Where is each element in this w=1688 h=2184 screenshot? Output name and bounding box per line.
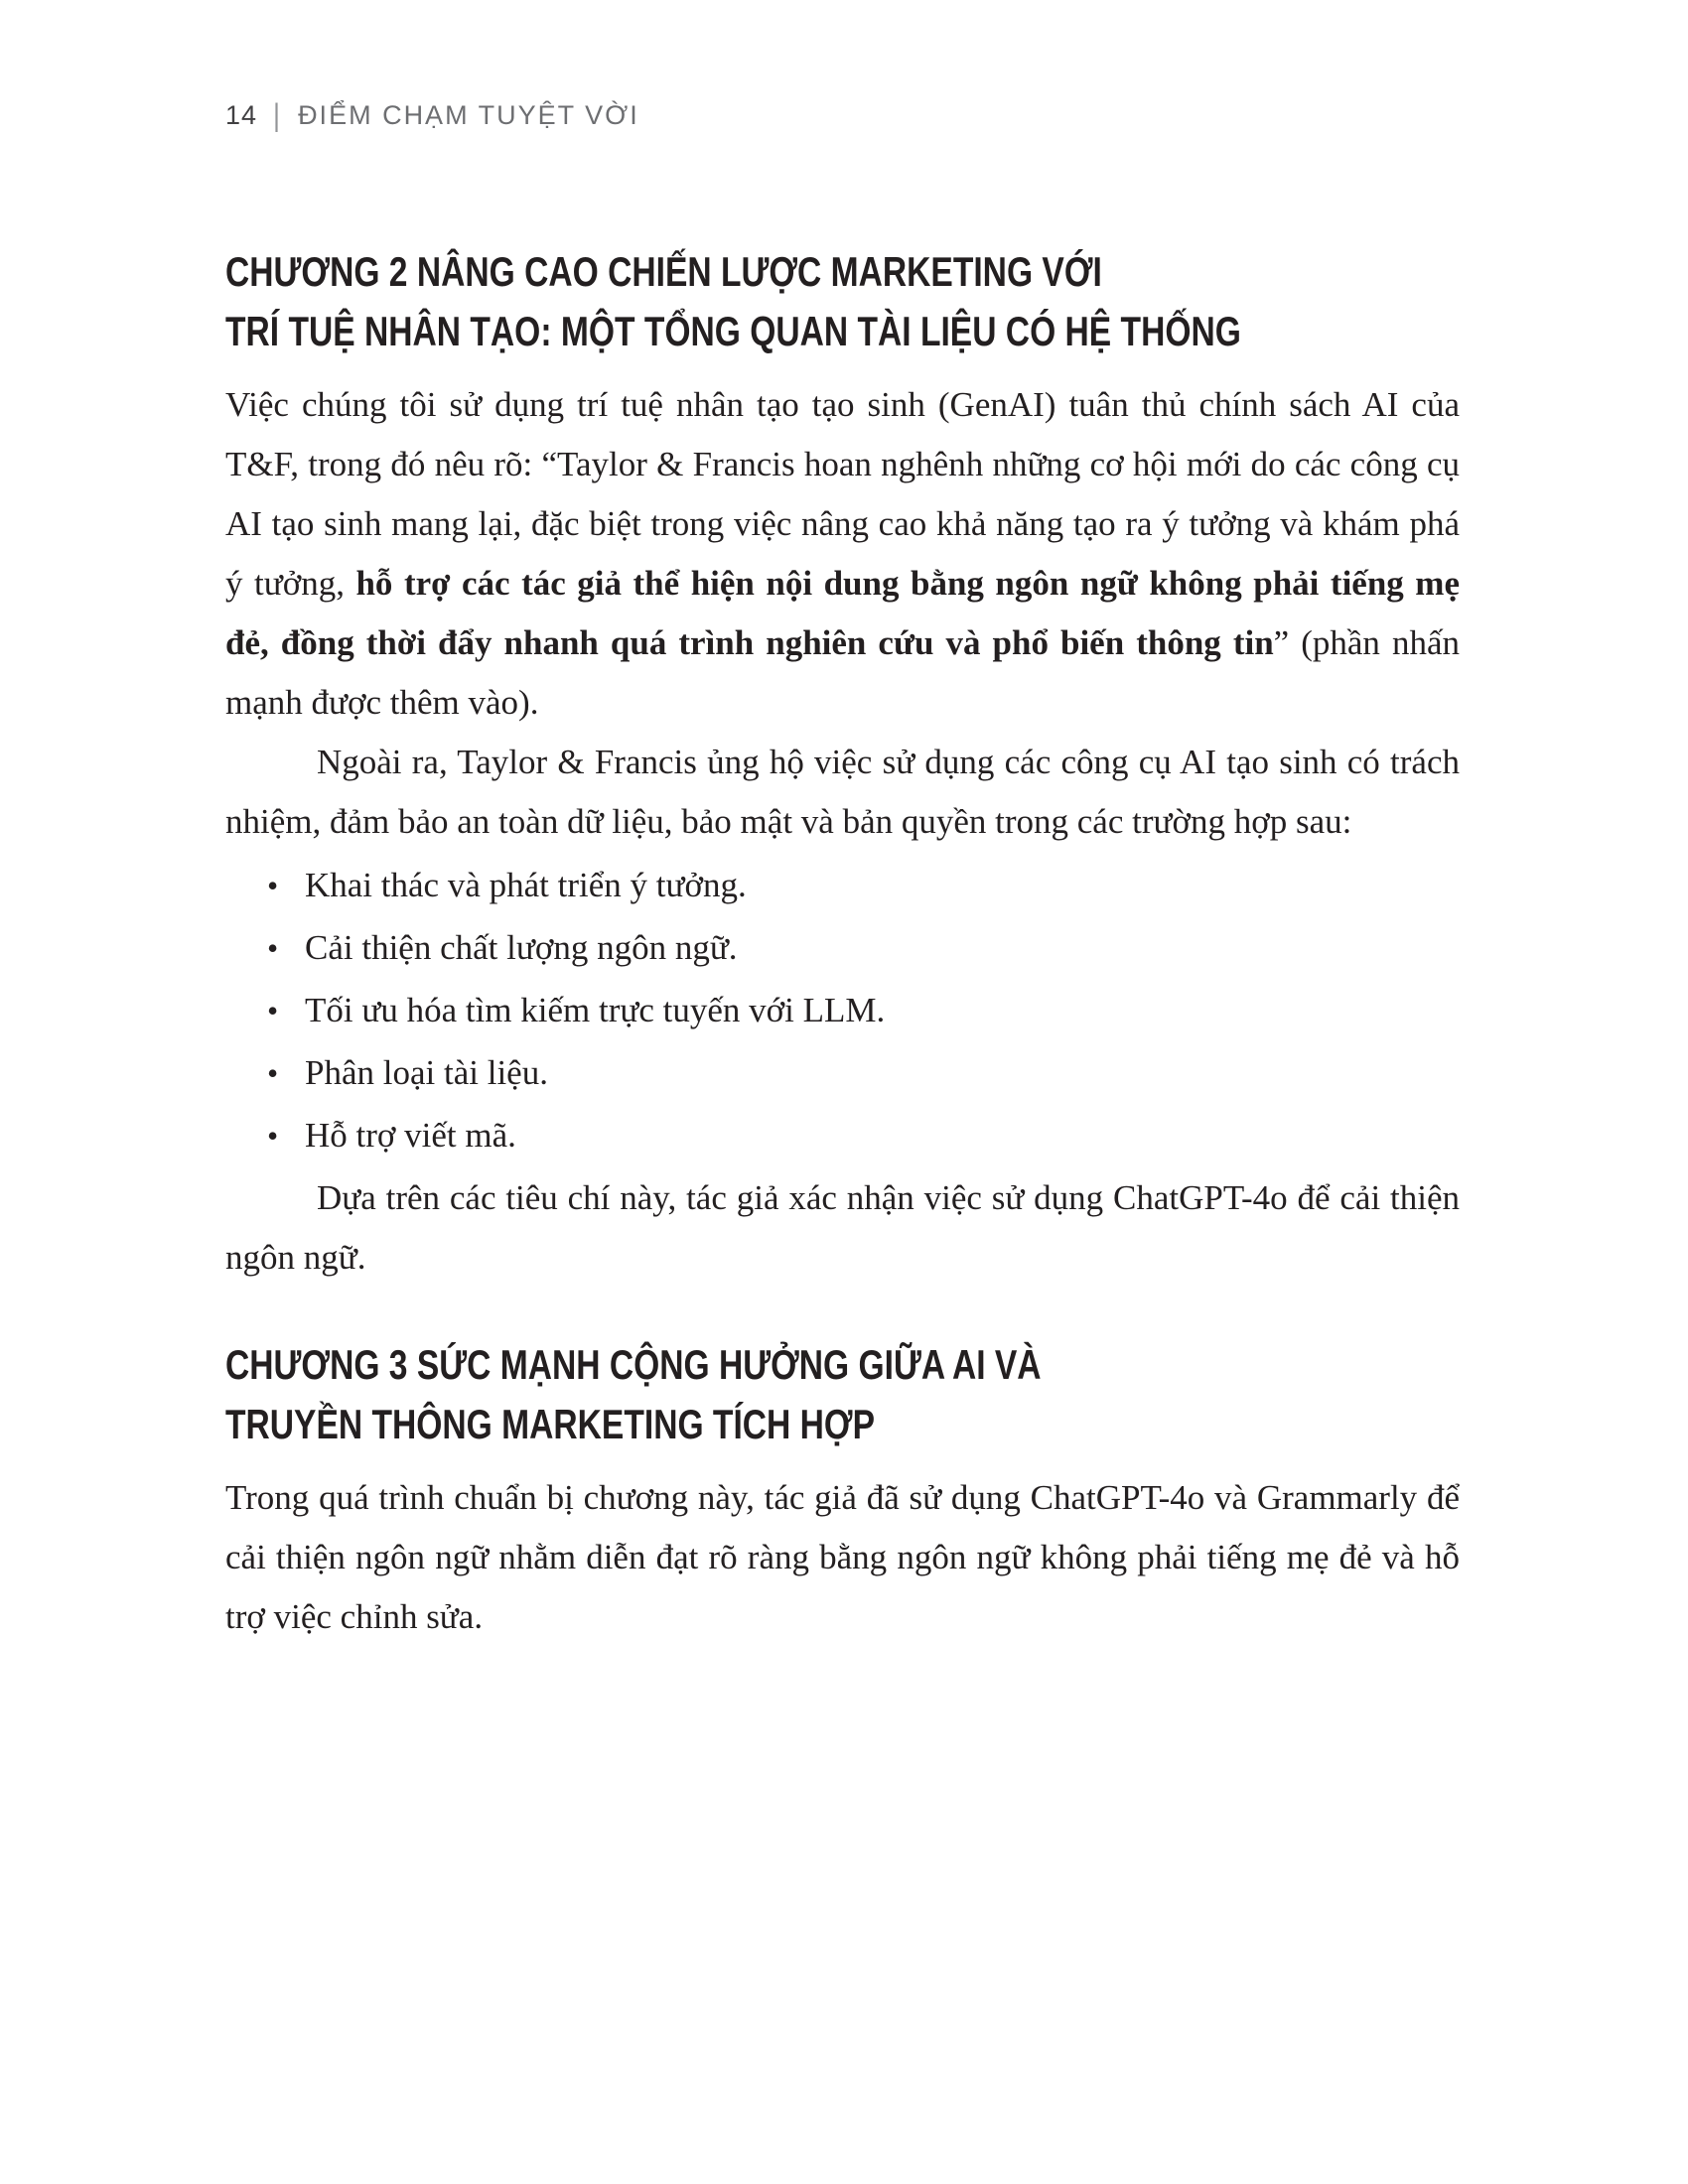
list-item [225,981,1460,1040]
chapter-2-heading-line-1: CHƯƠNG 2 NÂNG CAO CHIẾN LƯỢC MARKETING VỚI [225,248,1102,295]
chapter-2-paragraph-2: Ngoài ra, Taylor & Francis ủng hộ việc sử dụng các công cụ AI tạo sinh có trách nhiệm, đảm bảo an toàn dữ liệu, bảo mật và bản quyền trong các trường hợp sau: [225,743,1460,841]
chapter-3-heading-line-2: TRUYỀN THÔNG MARKETING TÍCH HỢP [225,1401,875,1447]
list-item-text: Phân loại tài liệu. [305,1053,548,1092]
list-item [225,856,1460,915]
chapter-3-paragraph-1: Trong quá trình chuẩn bị chương này, tác giả đã sử dụng ChatGPT-4o và Grammarly để cải thiện ngôn ngữ nhằm diễn đạt rõ ràng bằng ngôn ngữ không phải tiếng mẹ đẻ và hỗ trợ việc chỉnh sửa. [225,1478,1460,1636]
bullet-icon: • [267,868,279,903]
chapter-3-section [225,1335,1460,1647]
chapter-2-heading [225,242,1460,361]
running-header [225,99,1460,131]
bullet-icon: • [267,930,279,966]
chapter-2-paragraph-1 [225,375,1460,733]
chapter-3-heading [225,1335,1460,1454]
paragraph-text: Việc chúng tôi sử dụng trí tuệ nhân tạo tạo sinh (GenAI) tuân thủ chính sách AI của T&F, trong đó nêu rõ: “Taylor & Francis hoan nghênh những cơ hội mới do các công cụ AI tạo sinh mang lại, đặc biệt trong việc nâng cao khả năng tạo ra ý tưởng và khám phá ý tưởng, [225,385,1460,603]
chapter-2-heading-line-2: TRÍ TUỆ NHÂN TẠO: MỘT TỔNG QUAN TÀI LIỆU CÓ HỆ THỐNG [225,308,1241,354]
running-title: ĐIỂM CHẠM TUYỆT VỜI [298,100,639,130]
page-number: 14 [225,100,258,130]
bullet-icon: • [267,993,279,1028]
list-item-text: Tối ưu hóa tìm kiếm trực tuyến với LLM. [305,991,886,1029]
bullet-icon: • [267,1055,279,1091]
list-item [225,1043,1460,1103]
list-item-text: Hỗ trợ viết mã. [305,1116,516,1155]
list-item-text: Khai thác và phát triển ý tưởng. [305,866,747,904]
chapter-2-section [225,242,1460,1288]
list-item [225,1106,1460,1165]
emphasized-text: hỗ trợ các tác giả thể hiện nội dung bằng ngôn ngữ không phải tiếng mẹ đẻ, đồng thời đẩy nhanh quá trình nghiên cứu và phổ biến thông tin [225,564,1460,662]
list-item-text: Cải thiện chất lượng ngôn ngữ. [305,928,738,967]
chapter-2-paragraph-3: Dựa trên các tiêu chí này, tác giả xác nhận việc sử dụng ChatGPT-4o để cải thiện ngôn ngữ. [225,1178,1460,1277]
ai-use-cases-list [225,856,1460,1165]
chapter-3-heading-line-1: CHƯƠNG 3 SỨC MẠNH CỘNG HƯỞNG GIỮA AI VÀ [225,1341,1042,1388]
header-divider: | [273,97,283,133]
paragraph-text: ” (phần nhấn mạnh được thêm vào). [225,623,1461,722]
list-item [225,918,1460,978]
bullet-icon: • [267,1118,279,1154]
